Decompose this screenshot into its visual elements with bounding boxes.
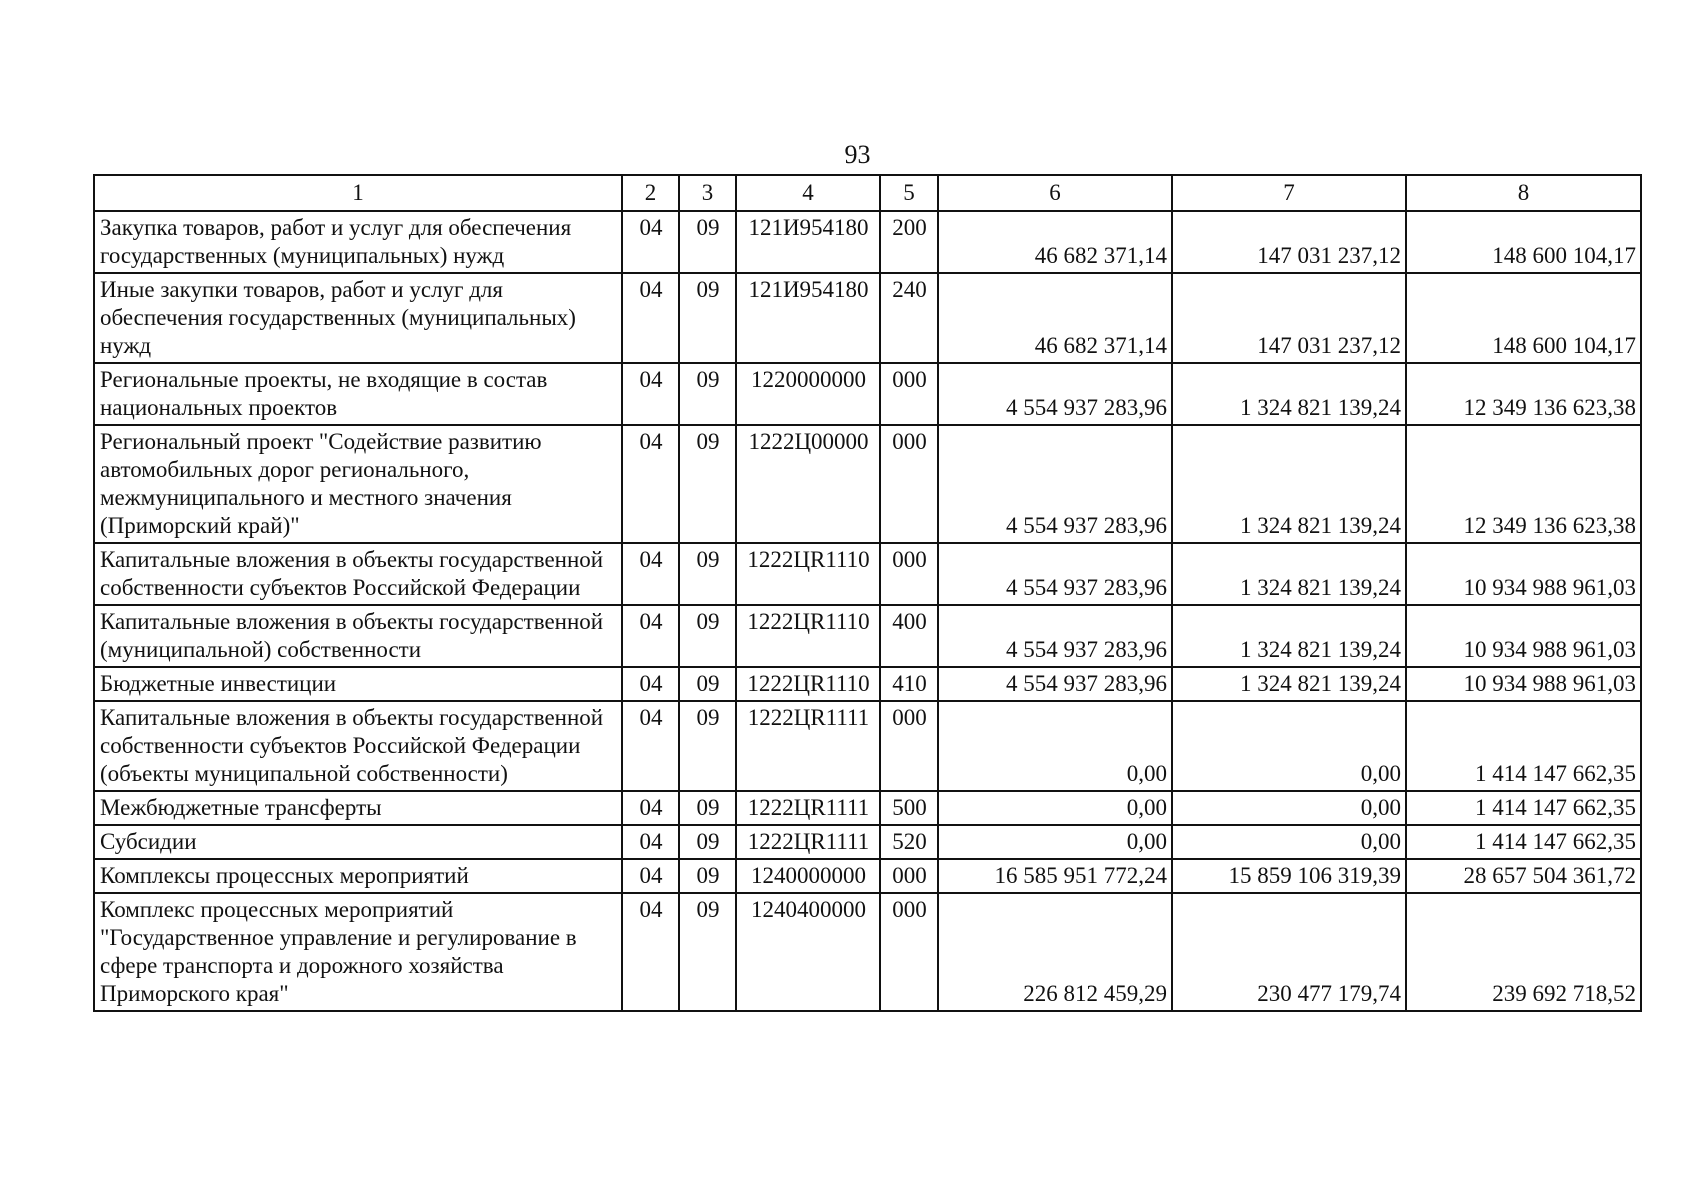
row-target-article-cell: 1220000000 <box>736 363 880 425</box>
row-expense-type-cell: 000 <box>880 893 938 1011</box>
row-name-cell: Капитальные вложения в объекты государственной собственности субъектов Российской Федерации <box>94 543 622 605</box>
row-name-cell: Иные закупки товаров, работ и услуг для обеспечения государственных (муниципальных) нужд <box>94 273 622 363</box>
row-subsection-code-cell: 09 <box>679 893 736 1011</box>
row-target-article-cell: 121И954180 <box>736 211 880 273</box>
row-section-code-cell: 04 <box>622 893 679 1011</box>
row-section-code-cell: 04 <box>622 605 679 667</box>
row-amount-col6-cell: 4 554 937 283,96 <box>938 425 1172 543</box>
table-row <box>94 825 1641 859</box>
row-section-code-cell: 04 <box>622 363 679 425</box>
row-amount-col7-cell: 0,00 <box>1172 825 1406 859</box>
row-subsection-code-cell: 09 <box>679 605 736 667</box>
row-target-article-cell: 1240400000 <box>736 893 880 1011</box>
row-name-cell: Капитальные вложения в объекты государственной собственности субъектов Российской Федерации (объекты муниципальной собственности) <box>94 701 622 791</box>
row-amount-col7-cell: 230 477 179,74 <box>1172 893 1406 1011</box>
row-section-code-cell: 04 <box>622 211 679 273</box>
row-name-cell: Межбюджетные трансферты <box>94 791 622 825</box>
row-amount-col6-cell: 4 554 937 283,96 <box>938 667 1172 701</box>
column-header: 3 <box>679 175 736 211</box>
row-subsection-code-cell: 09 <box>679 543 736 605</box>
row-expense-type-cell: 410 <box>880 667 938 701</box>
row-amount-col6-cell: 4 554 937 283,96 <box>938 605 1172 667</box>
table-body <box>94 175 1641 1011</box>
row-expense-type-cell: 000 <box>880 425 938 543</box>
row-amount-col8-cell: 10 934 988 961,03 <box>1406 605 1641 667</box>
row-expense-type-cell: 500 <box>880 791 938 825</box>
table-row <box>94 605 1641 667</box>
table-row <box>94 859 1641 893</box>
row-amount-col6-cell: 0,00 <box>938 701 1172 791</box>
row-amount-col8-cell: 1 414 147 662,35 <box>1406 791 1641 825</box>
row-amount-col7-cell: 1 324 821 139,24 <box>1172 605 1406 667</box>
row-amount-col7-cell: 0,00 <box>1172 791 1406 825</box>
row-target-article-cell: 1222ЦR1110 <box>736 543 880 605</box>
budget-table <box>93 174 1642 1012</box>
row-amount-col6-cell: 4 554 937 283,96 <box>938 363 1172 425</box>
row-expense-type-cell: 000 <box>880 859 938 893</box>
row-section-code-cell: 04 <box>622 701 679 791</box>
row-name-cell: Закупка товаров, работ и услуг для обеспечения государственных (муниципальных) нужд <box>94 211 622 273</box>
row-amount-col7-cell: 147 031 237,12 <box>1172 273 1406 363</box>
row-target-article-cell: 121И954180 <box>736 273 880 363</box>
row-amount-col8-cell: 148 600 104,17 <box>1406 211 1641 273</box>
table-row <box>94 273 1641 363</box>
row-expense-type-cell: 240 <box>880 273 938 363</box>
row-expense-type-cell: 200 <box>880 211 938 273</box>
row-amount-col8-cell: 239 692 718,52 <box>1406 893 1641 1011</box>
row-amount-col8-cell: 148 600 104,17 <box>1406 273 1641 363</box>
row-section-code-cell: 04 <box>622 667 679 701</box>
column-header: 5 <box>880 175 938 211</box>
table-row <box>94 211 1641 273</box>
row-amount-col6-cell: 4 554 937 283,96 <box>938 543 1172 605</box>
row-section-code-cell: 04 <box>622 543 679 605</box>
row-target-article-cell: 1240000000 <box>736 859 880 893</box>
column-header: 7 <box>1172 175 1406 211</box>
row-subsection-code-cell: 09 <box>679 791 736 825</box>
table-row <box>94 425 1641 543</box>
row-amount-col7-cell: 1 324 821 139,24 <box>1172 425 1406 543</box>
column-header: 4 <box>736 175 880 211</box>
row-section-code-cell: 04 <box>622 425 679 543</box>
row-amount-col6-cell: 226 812 459,29 <box>938 893 1172 1011</box>
row-name-cell: Комплекс процессных мероприятий "Государственное управление и регулирование в сфере транспорта и дорожного хозяйства Приморского края" <box>94 893 622 1011</box>
row-amount-col7-cell: 1 324 821 139,24 <box>1172 667 1406 701</box>
table-row <box>94 893 1641 1011</box>
row-target-article-cell: 1222ЦR1111 <box>736 825 880 859</box>
row-subsection-code-cell: 09 <box>679 425 736 543</box>
row-expense-type-cell: 000 <box>880 701 938 791</box>
row-amount-col7-cell: 1 324 821 139,24 <box>1172 363 1406 425</box>
row-subsection-code-cell: 09 <box>679 825 736 859</box>
row-name-cell: Субсидии <box>94 825 622 859</box>
row-expense-type-cell: 520 <box>880 825 938 859</box>
column-header: 8 <box>1406 175 1641 211</box>
page-number: 93 <box>844 140 871 169</box>
row-amount-col8-cell: 12 349 136 623,38 <box>1406 425 1641 543</box>
table-row <box>94 543 1641 605</box>
row-subsection-code-cell: 09 <box>679 211 736 273</box>
row-amount-col8-cell: 10 934 988 961,03 <box>1406 667 1641 701</box>
row-amount-col6-cell: 46 682 371,14 <box>938 211 1172 273</box>
row-expense-type-cell: 400 <box>880 605 938 667</box>
table-header-row <box>94 175 1641 211</box>
row-target-article-cell: 1222ЦR1110 <box>736 605 880 667</box>
row-amount-col8-cell: 12 349 136 623,38 <box>1406 363 1641 425</box>
row-target-article-cell: 1222Ц00000 <box>736 425 880 543</box>
row-subsection-code-cell: 09 <box>679 273 736 363</box>
row-name-cell: Комплексы процессных мероприятий <box>94 859 622 893</box>
row-expense-type-cell: 000 <box>880 363 938 425</box>
column-header: 6 <box>938 175 1172 211</box>
table-row <box>94 667 1641 701</box>
row-amount-col7-cell: 0,00 <box>1172 701 1406 791</box>
row-expense-type-cell: 000 <box>880 543 938 605</box>
row-amount-col7-cell: 15 859 106 319,39 <box>1172 859 1406 893</box>
row-amount-col6-cell: 46 682 371,14 <box>938 273 1172 363</box>
row-amount-col8-cell: 1 414 147 662,35 <box>1406 825 1641 859</box>
row-subsection-code-cell: 09 <box>679 859 736 893</box>
row-amount-col6-cell: 16 585 951 772,24 <box>938 859 1172 893</box>
row-subsection-code-cell: 09 <box>679 363 736 425</box>
row-name-cell: Региональный проект "Содействие развитию автомобильных дорог регионального, межмуниципального и местного значения (Приморский край)" <box>94 425 622 543</box>
row-amount-col6-cell: 0,00 <box>938 791 1172 825</box>
row-target-article-cell: 1222ЦR1111 <box>736 701 880 791</box>
column-header: 2 <box>622 175 679 211</box>
row-amount-col8-cell: 28 657 504 361,72 <box>1406 859 1641 893</box>
row-section-code-cell: 04 <box>622 273 679 363</box>
row-subsection-code-cell: 09 <box>679 667 736 701</box>
table-row <box>94 791 1641 825</box>
row-name-cell: Региональные проекты, не входящие в состав национальных проектов <box>94 363 622 425</box>
row-name-cell: Бюджетные инвестиции <box>94 667 622 701</box>
row-amount-col8-cell: 10 934 988 961,03 <box>1406 543 1641 605</box>
table-row <box>94 701 1641 791</box>
row-amount-col6-cell: 0,00 <box>938 825 1172 859</box>
column-header: 1 <box>94 175 622 211</box>
row-section-code-cell: 04 <box>622 859 679 893</box>
row-section-code-cell: 04 <box>622 825 679 859</box>
row-subsection-code-cell: 09 <box>679 701 736 791</box>
row-amount-col7-cell: 1 324 821 139,24 <box>1172 543 1406 605</box>
row-amount-col8-cell: 1 414 147 662,35 <box>1406 701 1641 791</box>
table-row <box>94 363 1641 425</box>
row-target-article-cell: 1222ЦR1110 <box>736 667 880 701</box>
row-name-cell: Капитальные вложения в объекты государственной (муниципальной) собственности <box>94 605 622 667</box>
row-target-article-cell: 1222ЦR1111 <box>736 791 880 825</box>
row-amount-col7-cell: 147 031 237,12 <box>1172 211 1406 273</box>
row-section-code-cell: 04 <box>622 791 679 825</box>
